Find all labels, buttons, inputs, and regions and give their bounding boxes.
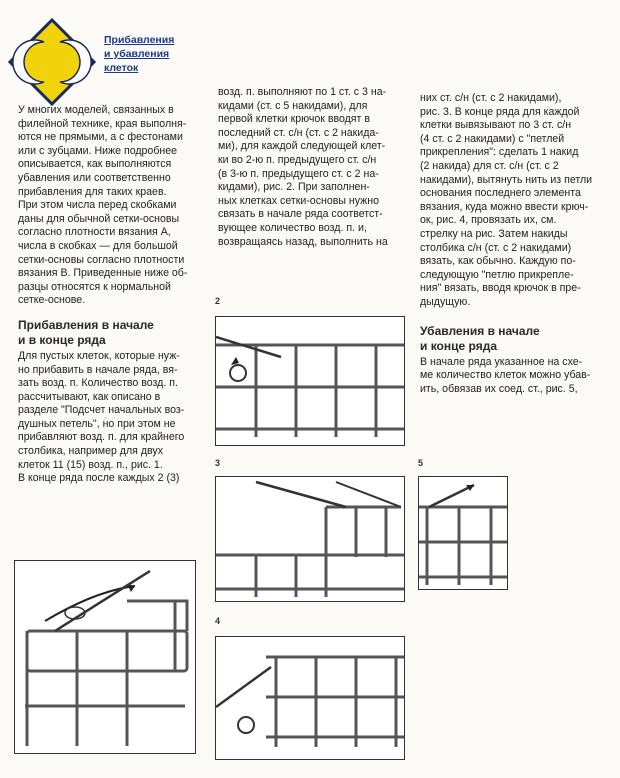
figure-1-illustration bbox=[14, 560, 196, 754]
text-line: Для пустых клеток, которые нуж- bbox=[18, 349, 180, 362]
text-line: связать в начале ряда соответст- bbox=[218, 208, 383, 221]
text-line: сетки-основы согласно плотности bbox=[18, 253, 185, 266]
text-line: У многих моделей, связанных в bbox=[18, 104, 174, 116]
column2-paragraph bbox=[218, 86, 404, 249]
figure-5-number: 5 bbox=[418, 458, 424, 468]
text-line: рис. 3. В конце ряда для каждой bbox=[420, 105, 580, 118]
text-line: но прибавить в начале ряда, вя- bbox=[18, 363, 178, 376]
text-line: ок, рис. 4, провязать их, см. bbox=[420, 214, 557, 227]
title-line-3: клеток bbox=[104, 62, 139, 74]
crochet-diagram-4 bbox=[216, 637, 404, 759]
figure-5-illustration bbox=[418, 476, 508, 590]
text-line: прикрепления": сделать 1 накид bbox=[420, 146, 579, 159]
section-heading-increase bbox=[18, 318, 196, 348]
text-line: филейной технике, края выполня- bbox=[18, 117, 187, 130]
text-line: следующую "петлю прикрепле- bbox=[420, 268, 574, 281]
crochet-diagram-1 bbox=[15, 561, 195, 753]
text-line: последний ст. с/н (ст. с 2 накида- bbox=[218, 126, 379, 139]
title-line-1: Прибавления bbox=[104, 34, 175, 46]
text-line: (2 накида) для ст. с/н (ст. с 2 bbox=[420, 159, 559, 172]
text-line: числа в скобках — для большой bbox=[18, 239, 178, 252]
figure-4-number: 4 bbox=[215, 616, 221, 626]
text-line: кидами (ст. с 5 накидами), для bbox=[218, 99, 368, 112]
text-line: возвращаясь назад, выполнить на bbox=[218, 235, 388, 248]
text-line: убавления или соответственно bbox=[18, 171, 171, 184]
title-line-2: и убавления bbox=[104, 48, 170, 60]
crochet-diagram-3 bbox=[216, 477, 404, 601]
crochet-diagram-2 bbox=[216, 317, 404, 445]
heading-line: и конце ряда bbox=[420, 338, 497, 353]
text-line: кидами), рис. 2. При заполнен- bbox=[218, 181, 370, 194]
text-line: разделе "Подсчет начальных воз- bbox=[18, 404, 185, 417]
text-line: них ст. с/н (ст. с 2 накидами), bbox=[420, 92, 562, 104]
heading-line: Убавления в начале bbox=[420, 323, 540, 338]
intro-paragraph bbox=[18, 104, 196, 308]
text-line: (4 ст. с 2 накидами) с "петлей bbox=[420, 132, 565, 145]
text-line: рассчитывают, как описано в bbox=[18, 390, 161, 403]
text-line: вующее количество возд. п. и, bbox=[218, 221, 367, 234]
text-line: описывается, как выполняются bbox=[18, 158, 172, 171]
text-line: или с зубцами. Ниже подробнее bbox=[18, 144, 178, 157]
crescent-logo-icon bbox=[8, 18, 96, 106]
text-line: вязания, куда можно ввести крюч- bbox=[420, 200, 589, 213]
text-line: (в 3-ю п. предыдущего ст. с 2 на- bbox=[218, 167, 379, 180]
text-line: прибавления для таких краев. bbox=[18, 185, 167, 198]
text-line: столбика с/н (ст. с 2 накидами) bbox=[420, 241, 572, 254]
text-line: дыдущую. bbox=[420, 295, 471, 308]
increase-paragraph bbox=[18, 350, 196, 486]
heading-line: Прибавления в начале bbox=[18, 317, 154, 332]
figure-2-number: 2 bbox=[215, 296, 221, 306]
text-line: прибавляют возд. п. для крайнего bbox=[18, 431, 185, 444]
text-line: В начале ряда указанное на схе- bbox=[420, 355, 583, 368]
page-title bbox=[104, 33, 174, 75]
figure-3-illustration bbox=[215, 476, 405, 602]
text-line: согласно плотности вязания А, bbox=[18, 226, 171, 239]
text-line: столбика, например для двух bbox=[18, 445, 164, 458]
crochet-diagram-5 bbox=[419, 477, 507, 589]
text-line: ме количество клеток можно убав- bbox=[420, 369, 591, 382]
text-line: основания последнего элемента bbox=[420, 187, 581, 200]
column-2 bbox=[218, 86, 404, 249]
figure-2-illustration bbox=[215, 316, 405, 446]
text-line: первой клетки крючок вводят в bbox=[218, 113, 370, 126]
text-line: вязания В. Приведенные ниже об- bbox=[18, 267, 188, 280]
text-line: ми), для каждой следующей клет- bbox=[218, 140, 386, 153]
text-line: душных петель", но при этом не bbox=[18, 417, 176, 430]
text-line: стрелку на рис. Затем накиды bbox=[420, 227, 568, 240]
decrease-paragraph bbox=[420, 356, 610, 397]
text-line: клетки вывязывают по 3 ст. с/н bbox=[420, 119, 572, 132]
text-line: ных клетках сетки-основы нужно bbox=[218, 194, 380, 207]
figure-3-number: 3 bbox=[215, 458, 221, 468]
text-line: ния" вязать, вводя крючок в пре- bbox=[420, 282, 581, 295]
text-line: При этом числа перед скобками bbox=[18, 199, 177, 212]
text-line: сетке-основе. bbox=[18, 294, 86, 307]
column3-paragraph bbox=[420, 92, 610, 310]
section-heading-decrease bbox=[420, 324, 610, 354]
text-line: вязать, как обычно. Каждую по- bbox=[420, 255, 576, 268]
column-3 bbox=[420, 92, 610, 396]
text-line: возд. п. выполняют по 1 ст. с 3 на- bbox=[218, 86, 387, 98]
text-line: ются не прямыми, а с фестонами bbox=[18, 131, 183, 144]
text-line: ки во 2-ю п. предыдущего ст. с/н bbox=[218, 153, 377, 166]
text-line: ить, обвязав их соед. ст., рис. 5, bbox=[420, 382, 578, 395]
text-line: даны для обычной сетки-основы bbox=[18, 212, 180, 225]
column-1 bbox=[18, 104, 196, 486]
text-line: разцы относятся к нормальной bbox=[18, 280, 171, 293]
figure-4-illustration bbox=[215, 636, 405, 760]
text-line: В конце ряда после каждых 2 (3) bbox=[18, 472, 180, 485]
text-line: зать возд. п. Количество возд. п. bbox=[18, 377, 178, 390]
text-line: накидами), вытянуть нить из петли bbox=[420, 173, 593, 186]
heading-line: и в конце ряда bbox=[18, 332, 106, 347]
text-line: клеток 11 (15) возд. п., рис. 1. bbox=[18, 458, 163, 471]
